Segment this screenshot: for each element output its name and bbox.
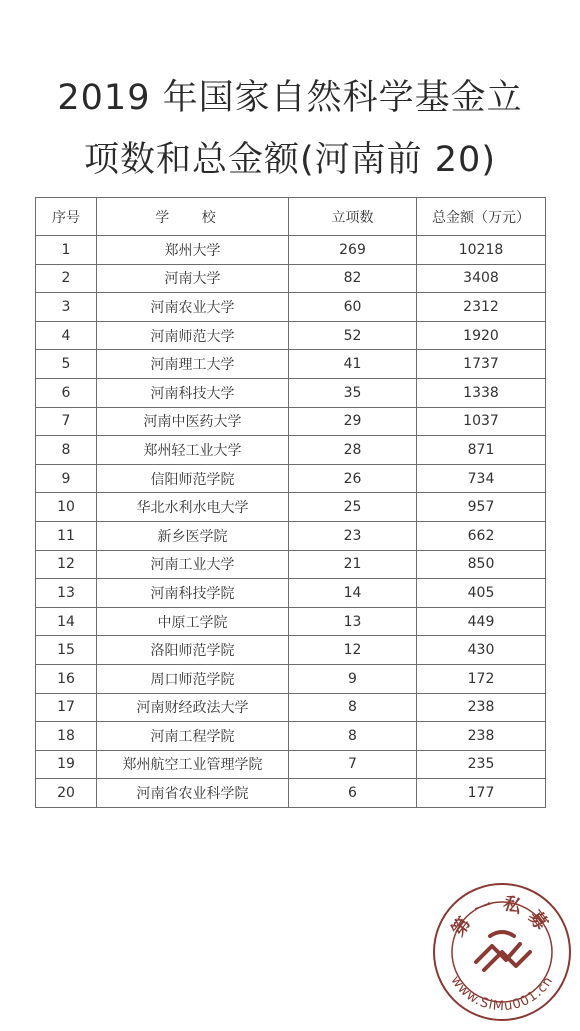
table-header-row — [36, 198, 546, 236]
cell-no: 14 — [36, 607, 97, 636]
table-row — [36, 407, 546, 436]
cell-no: 8 — [36, 436, 97, 465]
cell-no: 13 — [36, 579, 97, 608]
table-body — [36, 236, 546, 808]
cell-school: 郑州大学 — [97, 236, 289, 265]
cell-count: 7 — [289, 750, 417, 779]
cell-no: 20 — [36, 779, 97, 808]
header-no: 序号 — [36, 198, 97, 236]
cell-count: 52 — [289, 321, 417, 350]
cell-no: 7 — [36, 407, 97, 436]
header-school: 学 校 — [97, 198, 289, 236]
table-row — [36, 264, 546, 293]
cell-amount: 734 — [417, 464, 546, 493]
cell-count: 21 — [289, 550, 417, 579]
cell-count: 269 — [289, 236, 417, 265]
cell-no: 6 — [36, 378, 97, 407]
table-row — [36, 664, 546, 693]
table-row — [36, 493, 546, 522]
cell-school: 河南省农业科学院 — [97, 779, 289, 808]
cell-amount: 871 — [417, 436, 546, 465]
cell-amount: 1037 — [417, 407, 546, 436]
cell-school: 新乡医学院 — [97, 521, 289, 550]
cell-school: 河南工程学院 — [97, 722, 289, 751]
table-row — [36, 636, 546, 665]
cell-school: 河南科技大学 — [97, 378, 289, 407]
cell-no: 9 — [36, 464, 97, 493]
seal-emblem-icon — [476, 932, 530, 970]
cell-no: 1 — [36, 236, 97, 265]
cell-count: 82 — [289, 264, 417, 293]
cell-amount: 430 — [417, 636, 546, 665]
cell-count: 12 — [289, 636, 417, 665]
cell-no: 4 — [36, 321, 97, 350]
cell-school: 河南大学 — [97, 264, 289, 293]
cell-amount: 10218 — [417, 236, 546, 265]
cell-amount: 2312 — [417, 293, 546, 322]
cell-amount: 662 — [417, 521, 546, 550]
cell-amount: 1737 — [417, 350, 546, 379]
cell-amount: 3408 — [417, 264, 546, 293]
cell-school: 信阳师范学院 — [97, 464, 289, 493]
cell-amount: 172 — [417, 664, 546, 693]
cell-count: 14 — [289, 579, 417, 608]
cell-school: 郑州航空工业管理学院 — [97, 750, 289, 779]
cell-school: 河南农业大学 — [97, 293, 289, 322]
cell-school: 河南财经政法大学 — [97, 693, 289, 722]
cell-no: 17 — [36, 693, 97, 722]
cell-no: 5 — [36, 350, 97, 379]
cell-count: 8 — [289, 693, 417, 722]
cell-amount: 177 — [417, 779, 546, 808]
cell-count: 35 — [289, 378, 417, 407]
table-row — [36, 321, 546, 350]
cell-amount: 1338 — [417, 378, 546, 407]
cell-school: 华北水利水电大学 — [97, 493, 289, 522]
cell-count: 28 — [289, 436, 417, 465]
page-title-line-1: 2019 年国家自然科学基金立 — [57, 78, 523, 118]
cell-school: 中原工学院 — [97, 607, 289, 636]
cell-no: 18 — [36, 722, 97, 751]
ranking-table — [35, 197, 546, 808]
cell-no: 11 — [36, 521, 97, 550]
cell-school: 洛阳师范学院 — [97, 636, 289, 665]
table-row — [36, 378, 546, 407]
page-title-line-2: 项数和总金额(河南前 20) — [84, 140, 496, 180]
table-row — [36, 464, 546, 493]
seal-bottom-text: www.SiMu001.cn — [447, 973, 557, 1015]
cell-amount: 850 — [417, 550, 546, 579]
table-row — [36, 350, 546, 379]
table-row — [36, 293, 546, 322]
table-row — [36, 236, 546, 265]
table-row — [36, 607, 546, 636]
header-amount: 总金额（万元） — [417, 198, 546, 236]
table-row — [36, 693, 546, 722]
cell-amount: 405 — [417, 579, 546, 608]
cell-no: 16 — [36, 664, 97, 693]
table-row — [36, 521, 546, 550]
cell-count: 41 — [289, 350, 417, 379]
header-count: 立项数 — [289, 198, 417, 236]
cell-count: 9 — [289, 664, 417, 693]
cell-no: 2 — [36, 264, 97, 293]
cell-school: 河南工业大学 — [97, 550, 289, 579]
table-row — [36, 550, 546, 579]
cell-amount: 1920 — [417, 321, 546, 350]
cell-school: 郑州轻工业大学 — [97, 436, 289, 465]
table-row — [36, 436, 546, 465]
cell-no: 15 — [36, 636, 97, 665]
cell-amount: 238 — [417, 693, 546, 722]
cell-count: 23 — [289, 521, 417, 550]
cell-count: 60 — [289, 293, 417, 322]
cell-amount: 235 — [417, 750, 546, 779]
cell-school: 河南中医药大学 — [97, 407, 289, 436]
cell-count: 26 — [289, 464, 417, 493]
cell-count: 29 — [289, 407, 417, 436]
table-row — [36, 750, 546, 779]
table-row — [36, 722, 546, 751]
watermark-seal — [432, 882, 572, 1022]
cell-school: 河南科技学院 — [97, 579, 289, 608]
cell-no: 19 — [36, 750, 97, 779]
cell-count: 13 — [289, 607, 417, 636]
cell-no: 3 — [36, 293, 97, 322]
cell-amount: 957 — [417, 493, 546, 522]
cell-count: 25 — [289, 493, 417, 522]
cell-school: 河南师范大学 — [97, 321, 289, 350]
cell-no: 10 — [36, 493, 97, 522]
table-row — [36, 779, 546, 808]
cell-count: 6 — [289, 779, 417, 808]
cell-amount: 449 — [417, 607, 546, 636]
table-row — [36, 579, 546, 608]
seal-top-text: 第一私募 — [447, 892, 557, 941]
cell-school: 河南理工大学 — [97, 350, 289, 379]
cell-count: 8 — [289, 722, 417, 751]
cell-amount: 238 — [417, 722, 546, 751]
cell-school: 周口师范学院 — [97, 664, 289, 693]
cell-no: 12 — [36, 550, 97, 579]
